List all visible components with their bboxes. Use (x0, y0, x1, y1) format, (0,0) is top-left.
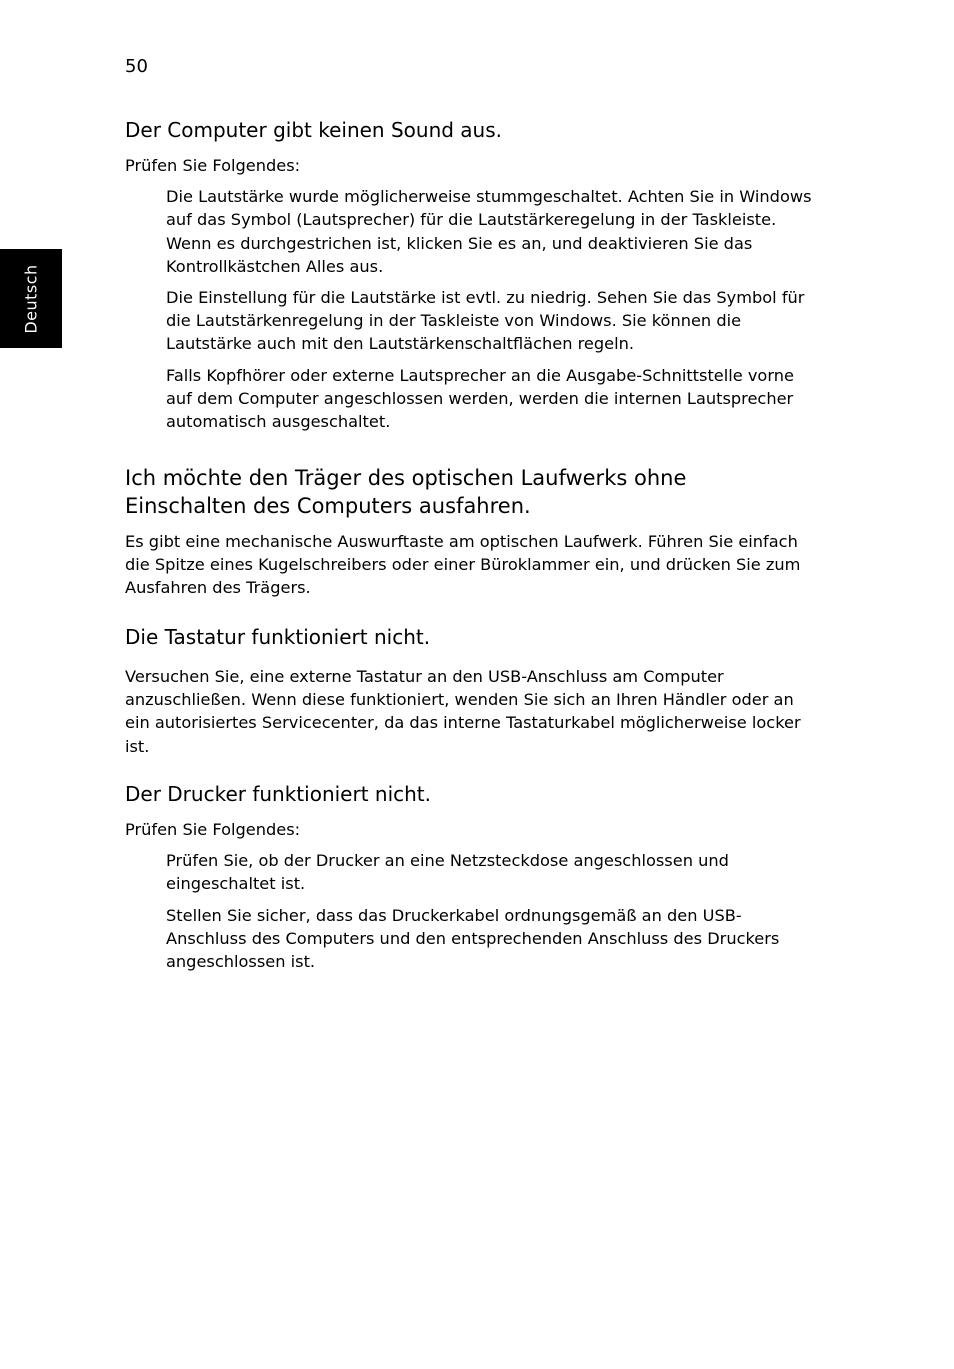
list-item: Prüfen Sie, ob der Drucker an eine Netzsteckdose angeschlossen und eingeschaltet ist. (166, 851, 729, 894)
list-item: Die Einstellung für die Lautstärke ist evtl. zu niedrig. Sehen Sie das Symbol für die Lautstärkenregelung in der Taskleiste von Windows. Sie können die Lautstärke auch mit den Lautstärkenschaltflächen regeln. (166, 288, 805, 354)
check-list (166, 185, 816, 433)
checkbox-label-emphasis: Alles aus (305, 256, 379, 276)
list-item: Die Lautstärke wurde möglicherweise stummgeschaltet. Achten Sie in Windows auf das Symbol (Lautsprecher) für die Lautstärkeregelung in der Taskleiste. Wenn es durchgestrichen ist, klicken Sie es an, und deaktivieren Sie das Kontrollkästchen Alles aus. (166, 187, 812, 276)
page-number: 50 (125, 56, 148, 77)
list-item: Falls Kopfhörer oder externe Lautsprecher an die Ausgabe-Schnittstelle vorne auf dem Computer angeschlossen werden, werden die internen Lautsprecher automatisch ausgeschaltet. (166, 365, 794, 432)
section-optical-drive (125, 464, 815, 600)
section-body: Es gibt eine mechanische Auswurftaste am optischen Laufwerk. Führen Sie einfach die Spitze eines Kugelschreibers oder einer Büroklammer ein, und drücken Sie zum Ausfahren des Trägers. (125, 532, 801, 598)
section-heading: Der Computer gibt keinen Sound aus. (125, 118, 503, 142)
section-heading: Der Drucker funktioniert nicht. (125, 782, 432, 806)
section-body: Versuchen Sie, eine externe Tastatur an den USB-Anschluss am Computer anzuschließen. Wenn diese funktioniert, wenden Sie sich an Ihren Händler oder an ein autorisiertes Servicecenter, da das interne Tastaturkabel möglicherweise locker ist. (125, 667, 801, 756)
section-heading: Ich möchte den Träger des optischen Laufwerks ohne Einschalten des Computers ausfahren. (125, 466, 687, 518)
section-intro: Prüfen Sie Folgendes: (125, 820, 301, 839)
section-printer (125, 780, 815, 973)
list-item: Stellen Sie sicher, dass das Druckerkabel ordnungsgemäß an den USB-Anschluss des Computers und den entsprechenden Anschluss des Druckers angeschlossen ist. (166, 905, 780, 972)
section-intro: Prüfen Sie Folgendes: (125, 156, 301, 175)
section-heading: Die Tastatur funktioniert nicht. (125, 625, 431, 649)
check-list (166, 849, 816, 973)
side-tab-label: Deutsch (21, 263, 41, 334)
section-keyboard (125, 623, 815, 758)
section-no-sound (125, 116, 815, 433)
language-side-tab (0, 249, 62, 348)
